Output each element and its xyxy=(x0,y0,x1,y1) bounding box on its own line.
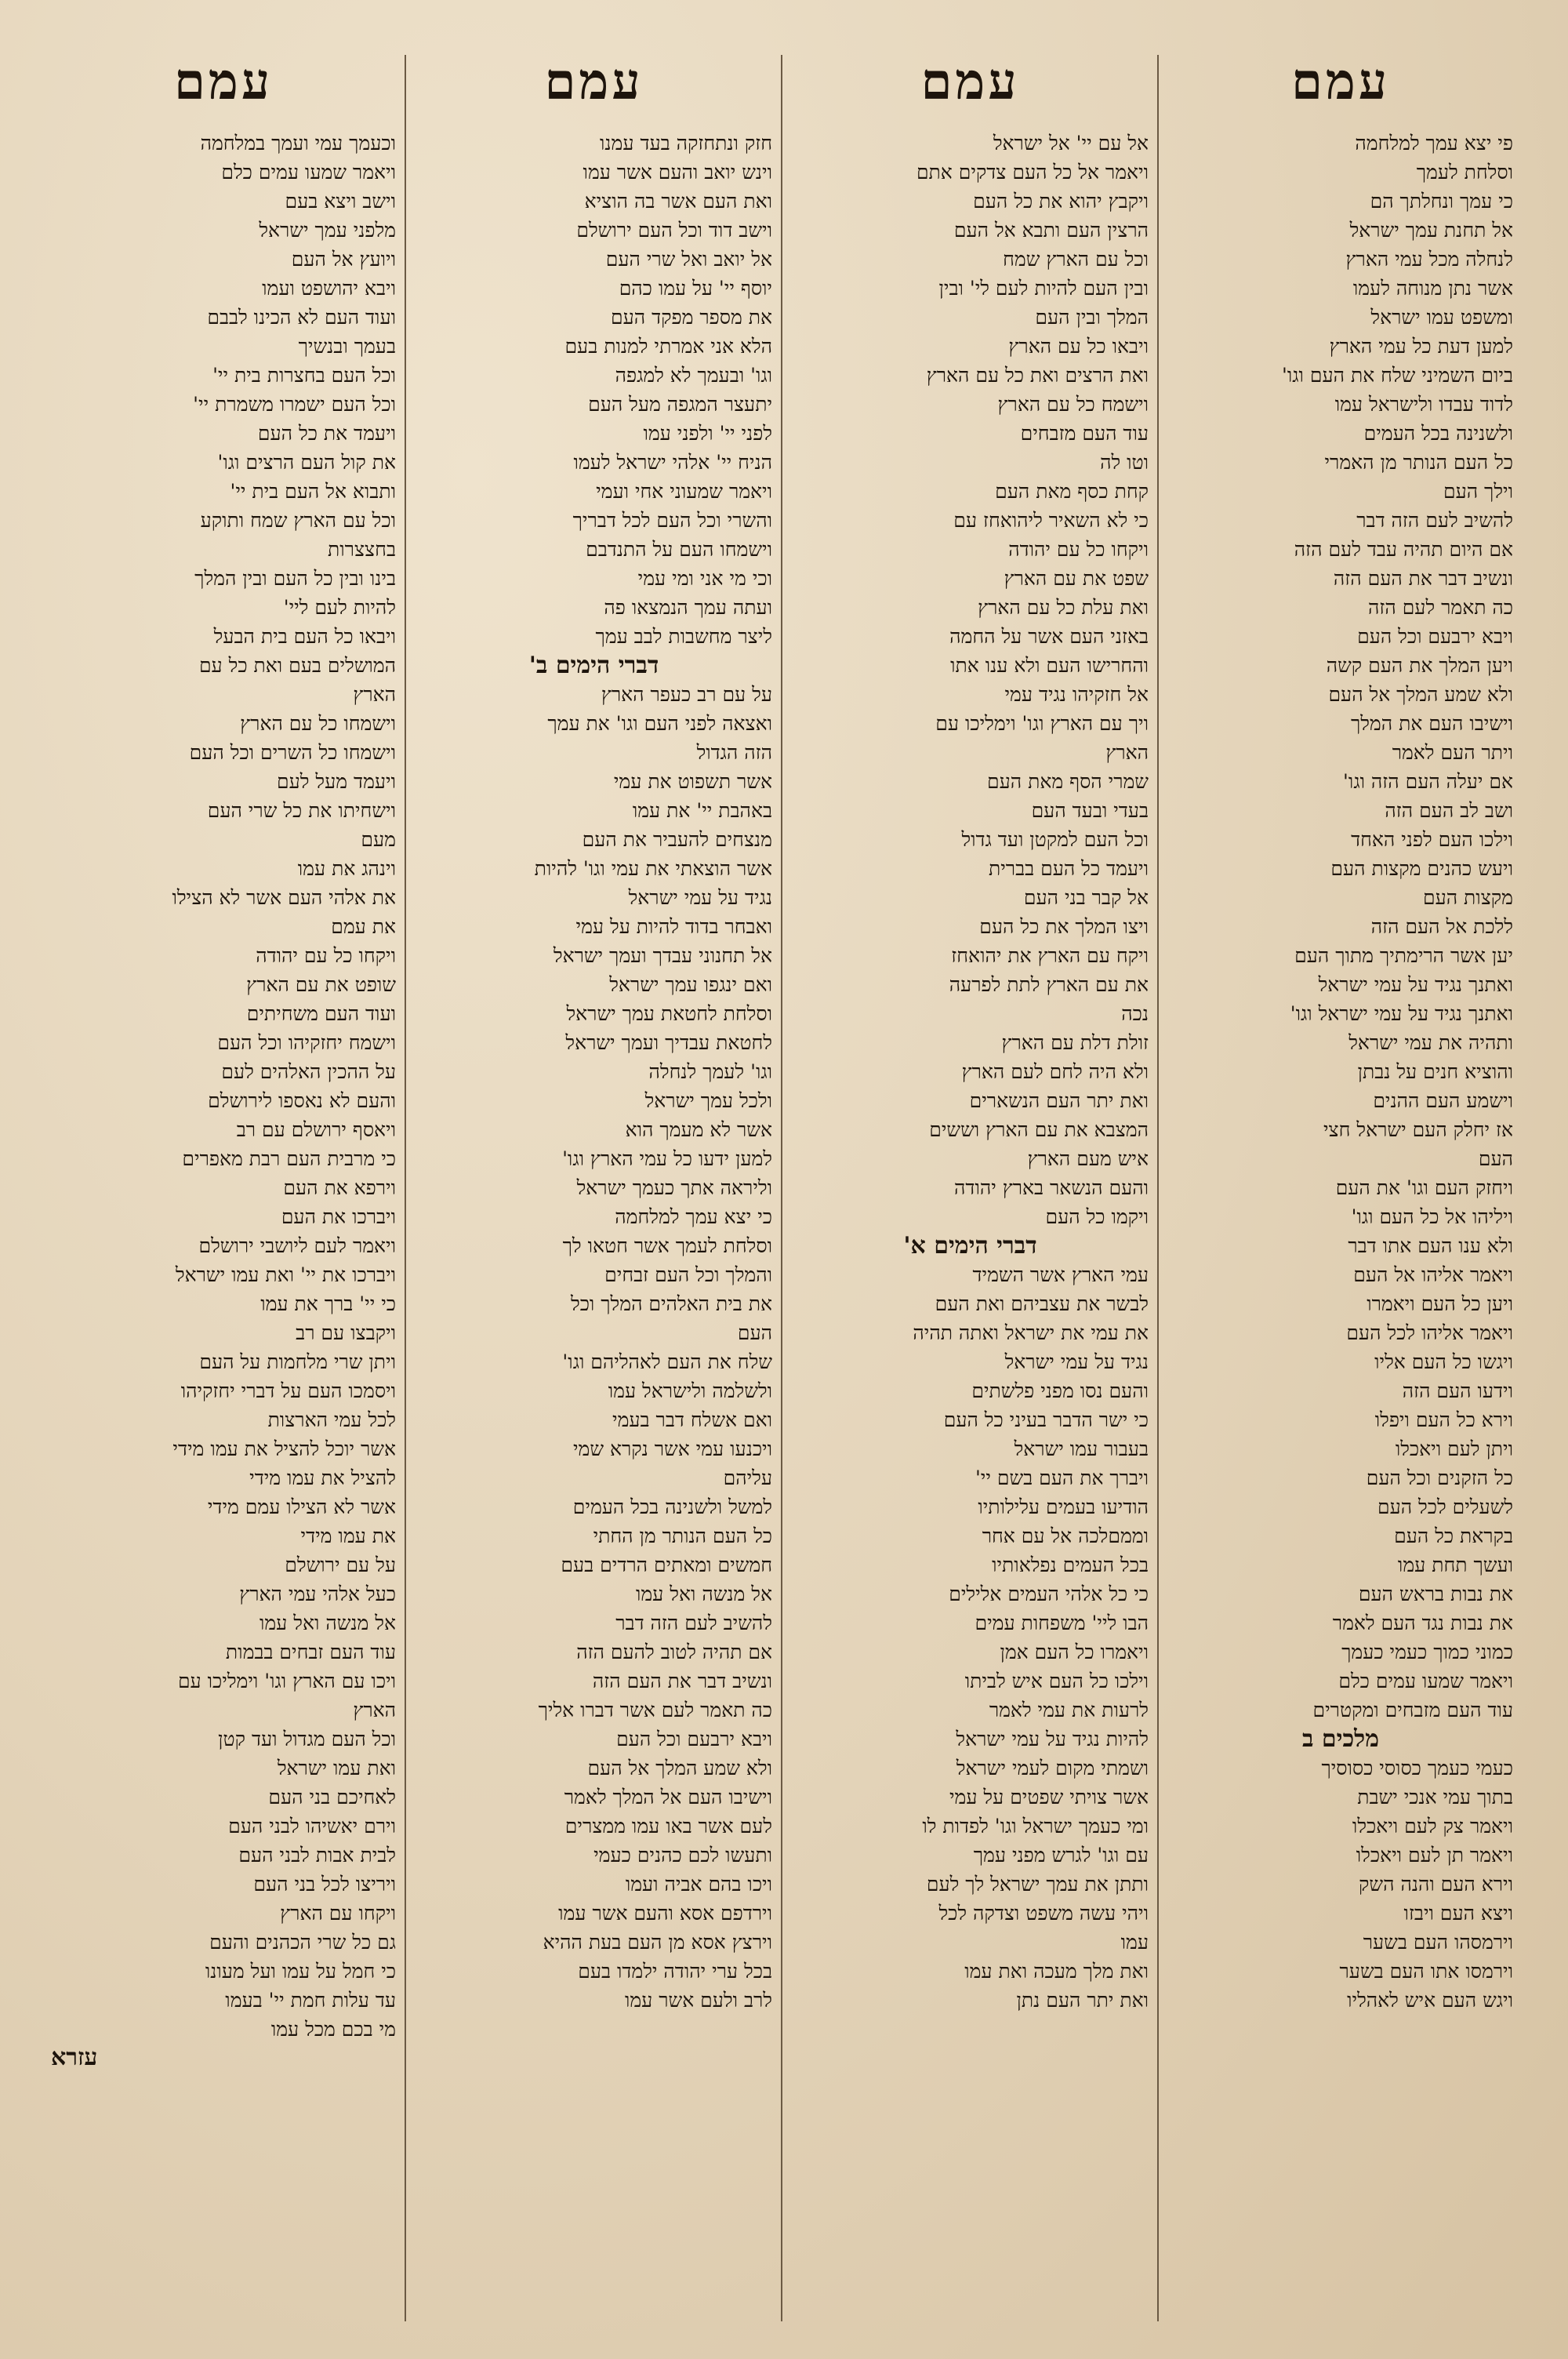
column-1-header: עמם xyxy=(1290,53,1391,111)
concordance-line: ויאמר אליהו אל העם xyxy=(1353,1263,1513,1286)
concordance-line: ויכנעו עמי אשר נקרא שמי xyxy=(572,1438,772,1460)
concordance-line: ויגש העם איש לאהליו xyxy=(1347,1989,1513,2012)
concordance-line: את מספר מפקד העם xyxy=(611,306,772,329)
concordance-line: כל העם הנותר מן החתי xyxy=(593,1525,772,1547)
concordance-line: וילכו העם לפני האחד xyxy=(1351,828,1513,851)
concordance-line: ואת עמו ישראל xyxy=(277,1757,396,1779)
concordance-line: ולשלמה ולישראל עמו xyxy=(608,1379,772,1402)
concordance-line: ויקחו כל עם יהודה xyxy=(256,944,396,967)
concordance-line: אל תחנת עמך ישראל xyxy=(1349,219,1513,242)
concordance-line: המושלים בעם ואת כל עם xyxy=(198,654,396,677)
concordance-line: יוסף יי' על עמו כהם xyxy=(619,277,772,300)
concordance-line: ויאמר שמעו עמים כלם xyxy=(1338,1670,1513,1692)
concordance-line: ויברך את העם בשם יי' xyxy=(975,1467,1149,1489)
concordance-line: ותבוא אל העם בית יי' xyxy=(230,480,396,503)
concordance-line: וכל עם הארץ שמח ותוקע xyxy=(200,509,396,532)
concordance-line: את עם הארץ לתת לפרעה xyxy=(949,973,1149,996)
concordance-line: ויועץ אל העם xyxy=(291,248,396,271)
concordance-line: ויקחו כל עם יהודה xyxy=(1008,538,1149,561)
concordance-line: המלך ובין העם xyxy=(1035,306,1149,329)
concordance-line: ולכל עמך ישראל xyxy=(644,1089,772,1112)
concordance-line: אל חזקיהו נגיד עמי xyxy=(1004,683,1149,706)
concordance-line: וליראה אתך כעמך ישראל xyxy=(576,1176,772,1199)
concordance-line: אם יעלה העם הזה וגו' xyxy=(1343,770,1513,793)
concordance-line: ויקבצו עם רב xyxy=(296,1321,396,1344)
concordance-line: עליהם xyxy=(723,1467,772,1489)
concordance-line: את עמי את ישראל ואתה תהיה xyxy=(913,1321,1149,1344)
concordance-line: ויען כל העם ויאמרו xyxy=(1367,1292,1513,1315)
column-divider xyxy=(405,55,406,2321)
concordance-line: וישמחו כל השרים וכל העם xyxy=(189,741,396,764)
concordance-line: וירמסהו העם בשער xyxy=(1363,1931,1513,1954)
concordance-line: למען ידעו כל עמי הארץ וגו' xyxy=(562,1147,772,1170)
concordance-line: את עמו מידי xyxy=(300,1525,396,1547)
concordance-line: וכעמך עמי ועמך במלחמה xyxy=(200,132,396,154)
column-4-header: עמם xyxy=(173,53,274,111)
concordance-line: וכל העם מגדול ועד קטן xyxy=(218,1728,396,1750)
concordance-line: וישיבו העם אל המלך לאמר xyxy=(564,1786,772,1808)
concordance-line: נגיד על עמי ישראל xyxy=(628,886,772,909)
concordance-line: אז יחלק העם ישראל חצי xyxy=(1323,1118,1513,1141)
concordance-line: מקצות העם xyxy=(1422,886,1513,909)
concordance-line: ואצאה לפני העם וגו' את עמך xyxy=(547,712,772,735)
concordance-line: בכל העמים נפלאותיו xyxy=(992,1554,1149,1576)
concordance-line: ויאמר לעם ליושבי ירושלם xyxy=(198,1234,396,1257)
concordance-line: ויך עם הארץ וגו' וימליכו עם xyxy=(935,712,1149,735)
concordance-line: וכל העם בחצרות בית יי' xyxy=(212,364,396,387)
concordance-line: ונשיב דבר את העם הזה xyxy=(592,1670,772,1692)
concordance-line: אשר צויתי שפטים על עמי xyxy=(949,1786,1149,1808)
concordance-line: ויצא העם ויבזו xyxy=(1403,1902,1513,1925)
concordance-line: ושמתי מקום לעמי ישראל xyxy=(956,1757,1149,1779)
concordance-line: ואת עלת כל עם הארץ xyxy=(978,596,1149,619)
concordance-line: ולא היה לחם לעם הארץ xyxy=(961,1060,1149,1083)
concordance-line: על ההכין האלהים לעם xyxy=(221,1060,396,1083)
concordance-line: ויריצו לכל בני העם xyxy=(253,1873,396,1896)
concordance-line: ויקחו עם הארץ xyxy=(280,1902,396,1925)
concordance-line: ויברכו את העם xyxy=(281,1205,396,1228)
concordance-line: להשיב לעם הזה דבר xyxy=(615,1612,772,1634)
concordance-line: שפט את עם הארץ xyxy=(1004,567,1149,590)
concordance-line: ויכו עם הארץ וגו' וימליכו עם xyxy=(177,1670,396,1692)
concordance-line: קחת כסף מאת העם xyxy=(995,480,1149,503)
column-2-body xyxy=(792,129,1149,2015)
concordance-line: ושב לב העם הזה xyxy=(1385,799,1513,822)
column-2-header: עמם xyxy=(920,53,1020,111)
concordance-line: מלכים ב xyxy=(1302,1725,1379,1753)
concordance-line: בעמך ובנשיך xyxy=(298,335,396,358)
concordance-line: ולא שמע המלך אל העם xyxy=(1328,683,1513,706)
concordance-line: ואם אשלח דבר בעמי xyxy=(612,1408,772,1431)
concordance-line: חמשים ומאתים הרדים בעם xyxy=(561,1554,772,1576)
concordance-line: והשרי וכל העם לכל דבריך xyxy=(572,509,772,532)
concordance-line: ויקמו כל העם xyxy=(1045,1205,1149,1228)
concordance-line: וכי מי אני ומי עמי xyxy=(637,567,772,590)
concordance-line: ויבא יהושפט ועמו xyxy=(262,277,396,300)
concordance-line: כל הזקנים וכל העם xyxy=(1366,1467,1513,1489)
column-3-body xyxy=(416,129,772,2015)
concordance-line: אשר נתן מנוחה לעמו xyxy=(1352,277,1513,300)
concordance-line: את קול העם הרצים וגו' xyxy=(217,451,396,474)
concordance-line: ויאמר שמעוני אחי ועמי xyxy=(596,480,772,503)
concordance-line: כי יצא עמך למלחמה xyxy=(615,1205,772,1228)
concordance-line: עמי הארץ אשר השמיד xyxy=(972,1263,1149,1286)
concordance-line: כי מרבית העם רבת מאפרים xyxy=(182,1147,396,1170)
concordance-line: ועשך תחת עמו xyxy=(1397,1554,1513,1576)
concordance-line: לשעלים לכל העם xyxy=(1377,1496,1513,1518)
concordance-line: והמלך וכל העם זבחים xyxy=(604,1263,772,1286)
concordance-line: וממםלכה אל עם אחר xyxy=(982,1525,1149,1547)
concordance-line: יען אשר הרימתיך מתוך העם xyxy=(1294,944,1513,967)
concordance-line: והוציא חנים על נבתן xyxy=(1357,1060,1513,1083)
concordance-line: כי ישר הדבר בעיני כל העם xyxy=(943,1408,1149,1431)
concordance-line: המצבא את עם הארץ וששים xyxy=(929,1118,1149,1141)
concordance-line: ביום השמיני שלח את העם וגו' xyxy=(1282,364,1513,387)
concordance-page xyxy=(47,47,1521,2321)
concordance-line: ואת יתר העם נתן xyxy=(1016,1989,1149,2012)
concordance-line: אל עם יי' אל ישראל xyxy=(993,132,1149,154)
concordance-line: וירא העם והנה השק xyxy=(1359,1873,1513,1896)
concordance-line: כה תאמר לעם הזה xyxy=(1368,596,1513,619)
concordance-line: בינו ובין כל העם ובין המלך xyxy=(194,567,396,590)
concordance-line: כה תאמר לעם אשר דברו אליך xyxy=(538,1699,772,1721)
concordance-line: בקראת כל העם xyxy=(1394,1525,1513,1547)
column-divider xyxy=(781,55,782,2321)
concordance-line: וירצץ אסא מן העם בעת ההיא xyxy=(543,1931,772,1954)
column-divider xyxy=(1157,55,1159,2321)
concordance-line: לבשר את עצביהם ואת העם xyxy=(935,1292,1149,1315)
concordance-line: לחטאת עבדיך ועמך ישראל xyxy=(565,1031,772,1054)
concordance-line: והעם הנשאר בארץ יהודה xyxy=(954,1176,1149,1199)
concordance-line: וסלחת לעמך xyxy=(1416,161,1513,184)
concordance-line: ויתן שרי מלחמות על העם xyxy=(199,1350,396,1373)
concordance-line: לדוד עבדו ולישראל עמו xyxy=(1334,393,1513,416)
concordance-line: ומשפט עמו ישראל xyxy=(1370,306,1513,329)
concordance-line: וישיבו העם את המלך xyxy=(1350,712,1513,735)
concordance-line: וישמחו העם על התנדבם xyxy=(586,538,772,561)
concordance-line: ויאמרו כל העם אמן xyxy=(1000,1641,1149,1663)
concordance-line: הודיעו בעמים עלילותיו xyxy=(978,1496,1149,1518)
concordance-line: איש מעם הארץ xyxy=(1027,1147,1149,1170)
concordance-line: אשר הוצאתי את עמי וגו' להיות xyxy=(534,857,772,880)
concordance-line: וטו לה xyxy=(1100,451,1149,474)
concordance-line: ותתן את עמך ישראל לך לעם xyxy=(926,1873,1149,1896)
concordance-line: למען דעת כל עמי הארץ xyxy=(1329,335,1513,358)
concordance-line: הרצין העם ותבא אל העם xyxy=(953,219,1149,242)
concordance-line: חזק ונתחזקה בעד עמנו xyxy=(600,132,772,154)
concordance-line: ויגשו כל העם אליו xyxy=(1374,1350,1513,1373)
concordance-line: ונשיב דבר את העם הזה xyxy=(1333,567,1513,590)
concordance-line: ויאמר שמעו עמים כלם xyxy=(221,161,396,184)
concordance-line: עד עלות חמת יי' בעמו xyxy=(225,1989,396,2012)
concordance-line: אל תחנוני עבדך ועמך ישראל xyxy=(553,944,772,967)
concordance-line: וכל עם הארץ שמח xyxy=(1003,248,1149,271)
concordance-line: לרב ולעם אשר עמו xyxy=(624,1989,772,2012)
concordance-line: ויברכו את יי' ואת עמו ישראל xyxy=(175,1263,396,1286)
concordance-line: כעמי כעמך כסוסי כסוסיך xyxy=(1321,1757,1513,1779)
concordance-line: ויעש כהנים מקצות העם xyxy=(1330,857,1513,880)
concordance-line: כעל אלהי עמי הארץ xyxy=(239,1583,396,1605)
concordance-line: כמוני כמוך כעמי כעמך xyxy=(1341,1641,1513,1663)
concordance-line: על עם ירושלם xyxy=(285,1554,396,1576)
concordance-line: ויאמר צק לעם ויאכלו xyxy=(1352,1815,1513,1837)
concordance-line: ויקח עם הארץ את יהואחז xyxy=(951,944,1149,967)
column-1-body xyxy=(1168,129,1513,2015)
concordance-line: מלפני עמך ישראל xyxy=(259,219,396,242)
concordance-line: ויקבץ יהוא את כל העם xyxy=(973,190,1149,213)
concordance-line: ללכת אל העם הזה xyxy=(1370,915,1513,938)
concordance-line: ויכו בהם אביה ועמו xyxy=(625,1873,772,1896)
concordance-line: ויסמכו העם על דברי יחזקיהו xyxy=(180,1379,396,1402)
concordance-line: לרעות את עמי לאמר xyxy=(989,1699,1149,1721)
concordance-line: שמרי הסף מאת העם xyxy=(987,770,1149,793)
concordance-line: נכה xyxy=(1121,1002,1149,1025)
concordance-line: ויצו המלך את כל העם xyxy=(979,915,1149,938)
concordance-line: וכל העם למקטן ועד גדול xyxy=(961,828,1149,851)
concordance-line: וישב דוד וכל העם ירושלם xyxy=(576,219,772,242)
concordance-line: הארץ xyxy=(1105,741,1149,764)
concordance-line: וישחיתו את כל שרי העם xyxy=(207,799,396,822)
concordance-line: וגו' ובעמך לא למגפה xyxy=(615,364,772,387)
concordance-line: הארץ xyxy=(353,683,396,706)
concordance-line: עוד העם זבחים בבמות xyxy=(225,1641,396,1663)
concordance-line: עוד העם מזבחים ומקטרים xyxy=(1312,1699,1513,1721)
concordance-line: והחרישו העם ולא ענו אתו xyxy=(950,654,1149,677)
concordance-line: ליצר מחשבות לבב עמך xyxy=(595,625,772,648)
concordance-line: וינהג את עמו xyxy=(297,857,396,880)
concordance-line: את נבות בראש העם xyxy=(1358,1583,1513,1605)
concordance-line: וסלחת לחטאת עמך ישראל xyxy=(566,1002,772,1025)
concordance-line: לנחלה מכל עמי הארץ xyxy=(1345,248,1513,271)
concordance-line: ועוד העם משחיתים xyxy=(246,1002,396,1025)
concordance-line: ותעשו לכם כהנים כעמי xyxy=(593,1844,772,1866)
concordance-line: אל קבר בני העם xyxy=(1023,886,1149,909)
concordance-line: וישב ויצא בעם xyxy=(285,190,396,213)
concordance-line: ועוד העם לא הכינו לבבם xyxy=(207,306,396,329)
concordance-line: למשל ולשנינה בכל העמים xyxy=(572,1496,772,1518)
concordance-line: וישמח יחזקיהו וכל העם xyxy=(217,1031,396,1054)
concordance-line: ויליהו אל כל העם וגו' xyxy=(1351,1205,1513,1228)
concordance-line: להציל את עמו מידי xyxy=(249,1467,396,1489)
concordance-line: יתעצר המגפה מעל העם xyxy=(588,393,772,416)
concordance-line: ויען המלך את העם קשה xyxy=(1326,654,1513,677)
concordance-line: ויתן לעם ויאכלו xyxy=(1395,1438,1513,1460)
concordance-line: וירא כל העם ויפלו xyxy=(1374,1408,1513,1431)
concordance-line: ויעמד מעל לעם xyxy=(277,770,396,793)
concordance-line: בעדי ובעד העם xyxy=(1031,799,1149,822)
concordance-line: ויבא ירבעם וכל העם xyxy=(1357,625,1513,648)
concordance-line: לכל עמי הארצות xyxy=(267,1408,396,1431)
concordance-line: הזה הגדול xyxy=(696,741,772,764)
concordance-line: ואת העם אשר בה הוציא xyxy=(584,190,772,213)
concordance-line: ויבא ירבעם וכל העם xyxy=(616,1728,772,1750)
concordance-line: ויאסף ירושלם עם רב xyxy=(236,1118,396,1141)
column-4 xyxy=(51,47,396,2321)
concordance-line: וירפא את העם xyxy=(283,1176,396,1199)
concordance-line: ויעמד כל העם בברית xyxy=(988,857,1149,880)
concordance-line: ויתר העם לאמר xyxy=(1392,741,1513,764)
concordance-line: וישמחו כל עם הארץ xyxy=(240,712,396,735)
concordance-line: באזני העם אשר על החמה xyxy=(949,625,1149,648)
concordance-line: הבו ליי' משפחות עמים xyxy=(975,1612,1149,1634)
concordance-line: אשר תשפוט את עמי xyxy=(613,770,772,793)
concordance-line: ויבאו כל העם בית הבעל xyxy=(213,625,396,648)
concordance-line: כי כל אלהי העמים אלילים xyxy=(949,1583,1149,1605)
concordance-line: וילכו כל העם איש לביתו xyxy=(964,1670,1149,1692)
concordance-line: ותהיה את עמי ישראל xyxy=(1348,1031,1513,1054)
concordance-line: אם תהיה לטוב להעם הזה xyxy=(576,1641,772,1663)
concordance-line: ואת יתר העם הנשארים xyxy=(969,1089,1149,1112)
concordance-line: וירמסו אתו העם בשער xyxy=(1339,1960,1513,1983)
concordance-line: בתוך עמי אנכי ישבת xyxy=(1357,1786,1513,1808)
concordance-line: באהבת יי' את עמו xyxy=(632,799,772,822)
concordance-line: וירדפם אסא והעם אשר עמו xyxy=(558,1902,772,1925)
concordance-line: העם xyxy=(1478,1147,1513,1170)
concordance-line: לפני יי' ולפני עמו xyxy=(643,422,772,445)
concordance-line: כי לא השאיר ליהואחז עם xyxy=(953,509,1149,532)
concordance-line: ויעמד את כל העם xyxy=(257,422,396,445)
concordance-line: שלח את העם לאהליהם וגו' xyxy=(562,1350,772,1373)
concordance-line: אשר לא מעמך הוא xyxy=(625,1118,772,1141)
concordance-line: להיות נגיד על עמי ישראל xyxy=(956,1728,1149,1750)
concordance-line: מעם xyxy=(361,828,396,851)
concordance-line: להיות לעם ליי' xyxy=(283,596,396,619)
concordance-line: אשר יוכל להציל את עמו מידי xyxy=(172,1438,396,1460)
concordance-line: ואבחר בדוד להיות על עמי xyxy=(575,915,772,938)
concordance-line: פי יצא עמך למלחמה xyxy=(1355,132,1513,154)
concordance-line: והעם נסו מפני פלשתים xyxy=(971,1379,1149,1402)
concordance-line: שופט את עם הארץ xyxy=(246,973,396,996)
concordance-line: להשיב לעם הזה דבר xyxy=(1356,509,1513,532)
concordance-line: ויבאו כל עם הארץ xyxy=(1008,335,1149,358)
concordance-line: וידעו העם הזה xyxy=(1402,1379,1513,1402)
column-1 xyxy=(1168,47,1513,2321)
concordance-line: בחצצרות xyxy=(328,538,396,561)
concordance-line: וילך העם xyxy=(1443,480,1513,503)
concordance-line: לאחיכם בני העם xyxy=(268,1786,396,1808)
concordance-line: גם כל שרי הכהנים והעם xyxy=(209,1931,396,1954)
concordance-line: עמו xyxy=(1120,1931,1149,1954)
concordance-line: עוד העם מזבחים xyxy=(1020,422,1149,445)
concordance-line: ואתנך נגיד על עמי ישראל xyxy=(1318,973,1513,996)
concordance-line: לבית אבות לבני העם xyxy=(238,1844,396,1866)
concordance-line: אל מנשה ואל עמו xyxy=(635,1583,772,1605)
concordance-line: ומי כעמך ישראל וגו' לפדות לו xyxy=(922,1815,1149,1837)
concordance-line: וישמע העם ההנים xyxy=(1373,1089,1513,1112)
concordance-line: וינש יואב והעם אשר עמו xyxy=(583,161,772,184)
concordance-line: כי יי' ברך את עמו xyxy=(260,1292,396,1315)
concordance-line: דברי הימים א' xyxy=(903,1232,1037,1259)
concordance-line: והעם לא נאספו לירושלם xyxy=(208,1089,396,1112)
concordance-line: ויאמר אל כל העם צדקים אתם xyxy=(916,161,1149,184)
concordance-line: ואם ינגפו עמך ישראל xyxy=(609,973,772,996)
concordance-line: מנצחים להעביר את העם xyxy=(582,828,772,851)
concordance-line: את בית האלהים המלך וכל xyxy=(571,1292,772,1315)
concordance-line: מי בכם מכל עמו xyxy=(270,2018,396,2041)
concordance-line: עם וגו' לגרש מפני עמך xyxy=(973,1844,1149,1866)
concordance-line: כל העם הנותר מן האמרי xyxy=(1324,451,1513,474)
concordance-line: וכל העם ישמרו משמרת יי' xyxy=(193,393,396,416)
column-3-header: עמם xyxy=(544,53,644,111)
concordance-line: ולא שמע המלך אל העם xyxy=(587,1757,772,1779)
concordance-line: ויחזק העם וגו' את העם xyxy=(1335,1176,1513,1199)
column-2 xyxy=(792,47,1149,2321)
concordance-line: ויהי עשה משפט וצדקה לכל xyxy=(938,1902,1149,1925)
catchword: עזרא xyxy=(51,2044,98,2071)
concordance-line: אל יואב ואל שרי העם xyxy=(605,248,772,271)
concordance-line: ולשנינה בכל העמים xyxy=(1363,422,1513,445)
concordance-line: נגיד על עמי ישראל xyxy=(1004,1350,1149,1373)
concordance-line: ועתה עמך הנמצאו פה xyxy=(604,596,772,619)
concordance-line: וסלחת לעמך אשר חטאו לך xyxy=(562,1234,772,1257)
concordance-line: העם xyxy=(737,1321,772,1344)
column-3 xyxy=(416,47,772,2321)
concordance-line: בעבור עמו ישראל xyxy=(1014,1438,1149,1460)
concordance-line: וירם יאשיהו לבני העם xyxy=(228,1815,396,1837)
concordance-line: וישמח כל עם הארץ xyxy=(997,393,1149,416)
concordance-line: בכל ערי יהודה ילמדו בעם xyxy=(578,1960,772,1983)
concordance-line: דברי הימים ב' xyxy=(528,652,659,679)
concordance-line: וגו' לעמך לנחלה xyxy=(648,1060,772,1083)
concordance-line: ואתנך נגיד על עמי ישראל וגו' xyxy=(1290,1002,1513,1025)
column-4-body xyxy=(51,129,396,2044)
concordance-line: כי עמך ונחלתך הם xyxy=(1370,190,1513,213)
concordance-line: ולא ענו העם אתו דבר xyxy=(1348,1234,1513,1257)
concordance-line: ויאמר תן לעם ויאכלו xyxy=(1356,1844,1513,1866)
concordance-line: זולת דלת עם הארץ xyxy=(1001,1031,1149,1054)
concordance-line: ויאמר אליהו לכל העם xyxy=(1346,1321,1513,1344)
concordance-line: על עם רב כעפר הארץ xyxy=(601,683,772,706)
concordance-line: ואת הרצים ואת כל עם הארץ xyxy=(926,364,1149,387)
concordance-line: הארץ xyxy=(353,1699,396,1721)
concordance-line: ואת מלך מעכה ואת עמו xyxy=(964,1960,1149,1983)
concordance-line: את עמם xyxy=(331,915,396,938)
concordance-line: לעם אשר באו עמו ממצרים xyxy=(564,1815,772,1837)
concordance-line: אל מנשה ואל עמו xyxy=(259,1612,396,1634)
concordance-line: ובין העם להיות לעם לי' ובין xyxy=(938,277,1149,300)
concordance-line: הלא אני אמרתי למנות בעם xyxy=(564,335,772,358)
concordance-line: כי חמל על עמו ועל מעונו xyxy=(205,1960,396,1983)
concordance-line: את נבות נגד העם לאמר xyxy=(1332,1612,1513,1634)
concordance-line: הניח יי' אלהי ישראל לעמו xyxy=(573,451,772,474)
concordance-line: אם היום תהיה עבד לעם הזה xyxy=(1294,538,1513,561)
concordance-line: אשר לא הצילו עמם מידי xyxy=(207,1496,396,1518)
concordance-line: את אלהי העם אשר לא הצילו xyxy=(172,886,396,909)
